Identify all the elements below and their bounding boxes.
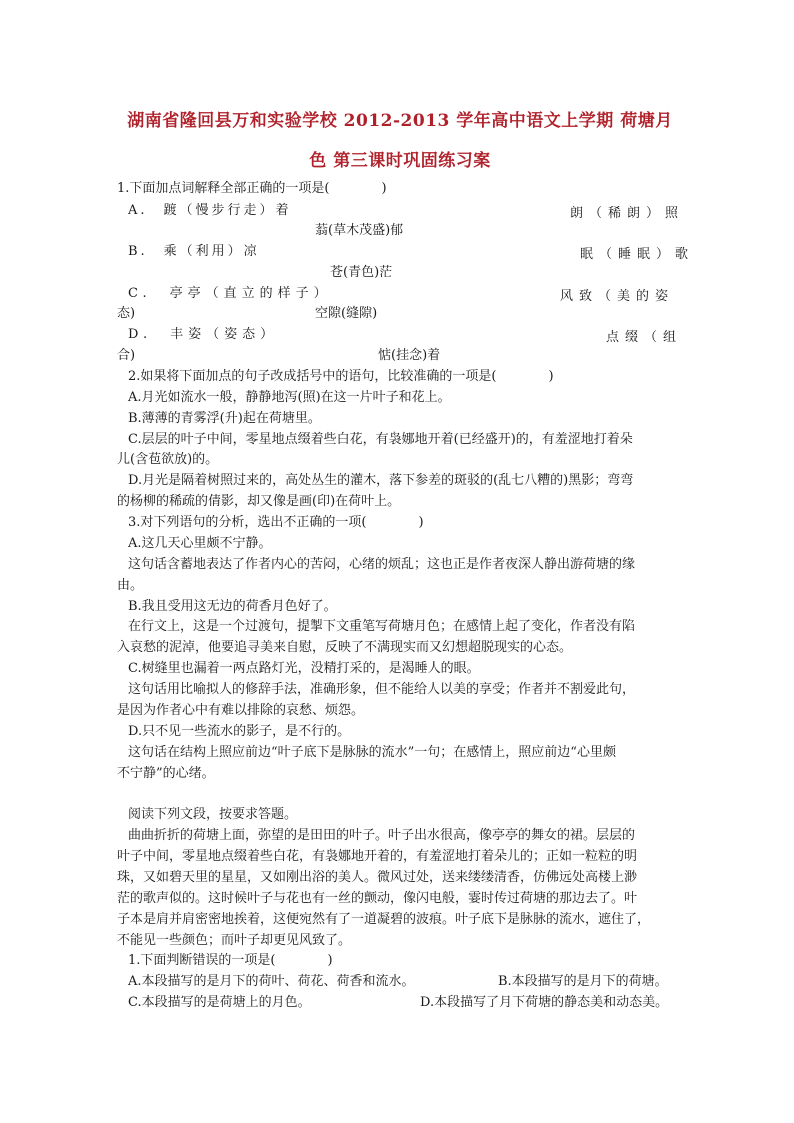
q1-stem: 1.下面加点词解释全部正确的一项是( ) bbox=[117, 181, 387, 196]
q2-option-d-line2: 的杨柳的稀疏的倩影，却又像是画(印)在荷叶上。 bbox=[117, 494, 401, 509]
q1-option-d-line2a: 合) bbox=[117, 348, 136, 363]
q1-option-a: A. 踱（慢步行走）着 bbox=[128, 203, 292, 218]
passage-line-5: 子本是肩并肩密密地挨着，这便宛然有了一道凝碧的波痕。叶子底下是脉脉的流水，遮住了， bbox=[117, 912, 651, 927]
reading-q1-option-d: D.本段描写了月下荷塘的静态美和动态美。 bbox=[420, 995, 669, 1010]
q1-option-a-line2: 蓊(草木茂盛)郁 bbox=[315, 223, 404, 238]
q1-option-a-right: 朗（稀朗）照 bbox=[570, 206, 685, 221]
q1-option-d-right: 点缀（组 bbox=[606, 330, 683, 345]
reading-q1-option-a: A.本段描写的是月下的荷叶、荷花、荷香和流水。 bbox=[128, 974, 415, 989]
q3-option-d-analysis-1: 这句话在结构上照应前边“叶子底下是脉脉的流水”一句；在感情上，照应前边“心里颇 bbox=[128, 745, 616, 760]
q3-option-c-analysis-1: 这句话用比喻拟人的修辞手法，准确形象，但不能给人以美的享受；作者并不割爱此句， bbox=[128, 682, 636, 697]
reading-q1-option-b: B.本段描写的是月下的荷塘。 bbox=[498, 974, 668, 989]
q3-option-b-analysis-2: 入哀愁的泥淖，他要追寻美来自慰，反映了不满现实而又幻想超脱现实的心态。 bbox=[117, 640, 573, 655]
q3-option-a-analysis-2: 由。 bbox=[117, 578, 144, 593]
document-title-line-2: 色 第三课时巩固练习案 bbox=[309, 151, 491, 171]
q3-option-c: C.树缝里也漏着一两点路灯光，没精打采的，是渴睡人的眼。 bbox=[128, 661, 480, 676]
q1-option-c-line2a: 态) bbox=[117, 306, 136, 321]
q1-option-c: C. 亭亭（直立的样子） bbox=[128, 286, 332, 301]
q1-option-c-right: 风致（美的姿 bbox=[560, 289, 675, 304]
passage-line-4: 茫的歌声似的。这时候叶子与花也有一丝的颤动，像闪电般，霎时传过荷塘的那边去了。叶 bbox=[117, 891, 638, 906]
reading-q1-stem: 1.下面判断错误的一项是( ) bbox=[128, 953, 333, 968]
q3-option-c-analysis-2: 是因为作者心中有难以排除的哀愁、烦怨。 bbox=[117, 703, 365, 718]
passage-line-1: 曲曲折折的荷塘上面，弥望的是田田的叶子。叶子出水很高，像亭亭的舞女的裙。层层的 bbox=[128, 828, 636, 843]
q2-option-b: B.薄薄的青雾浮(升)起在荷塘里。 bbox=[128, 411, 321, 426]
q1-option-b-right: 眠（睡眠）歌 bbox=[580, 247, 695, 262]
q3-option-b: B.我且受用这无边的荷香月色好了。 bbox=[128, 599, 337, 614]
q1-option-b-line2: 苍(青色)茫 bbox=[330, 265, 393, 280]
document-title-line-1: 湖南省隆回县万和实验学校 2012-2013 学年高中语文上学期 荷塘月 bbox=[127, 111, 673, 131]
q3-option-b-analysis-1: 在行文上，这是一个过渡句，提掣下文重笔写荷塘月色；在感情上起了变化，作者没有陷 bbox=[128, 619, 636, 634]
q3-option-d: D.只不见一些流水的影子，是不行的。 bbox=[128, 724, 351, 739]
q2-option-c-line1: C.层层的叶子中间，零星地点缀着些白花，有袅娜地开着(已经盛开)的，有羞涩地打着朵 bbox=[128, 432, 633, 447]
q1-option-c-line2b: 空隙(缝隙) bbox=[315, 306, 378, 321]
q2-stem: 2.如果将下面加点的句子改成括号中的语句，比较准确的一项是( ) bbox=[128, 369, 554, 384]
q3-stem: 3.对下列语句的分析，选出不正确的一项( ) bbox=[128, 515, 424, 530]
q1-option-d: D. 丰姿（姿态） bbox=[128, 327, 279, 342]
reading-q1-option-c: C.本段描写的是荷塘上的月色。 bbox=[128, 995, 311, 1010]
q2-option-d-line1: D.月光是隔着树照过来的，高处丛生的灌木，落下参差的斑驳的(乱七八糟的)黑影；弯弯 bbox=[128, 473, 634, 488]
passage-line-2: 叶子中间，零星地点缀着些白花，有袅娜地开着的，有羞涩地打着朵儿的；正如一粒粒的明 bbox=[117, 849, 638, 864]
passage-line-6: 不能见一些颜色；而叶子却更见风致了。 bbox=[117, 933, 352, 948]
passage-line-3: 珠，又如碧天里的星星，又如刚出浴的美人。微风过处，送来缕缕清香，仿佛远处高楼上渺 bbox=[117, 870, 638, 885]
q1-option-b: B. 乘（利用）凉 bbox=[128, 244, 260, 259]
q2-option-a: A.月光如流水一般，静静地泻(照)在这一片叶子和花上。 bbox=[128, 390, 451, 405]
q3-option-d-analysis-2: 不宁静”的心绪。 bbox=[117, 766, 215, 781]
q3-option-a-analysis-1: 这句话含蓄地表达了作者内心的苦闷，心绪的烦乱；这也正是作者夜深人静出游荷塘的缘 bbox=[128, 557, 636, 572]
q2-option-c-line2: 儿(含苞欲放)的。 bbox=[117, 452, 219, 467]
q3-option-a: A.这几天心里颇不宁静。 bbox=[128, 536, 272, 551]
q1-option-d-line2b: 惦(挂念)着 bbox=[378, 348, 441, 363]
reading-intro: 阅读下列文段，按要求答题。 bbox=[128, 807, 298, 822]
